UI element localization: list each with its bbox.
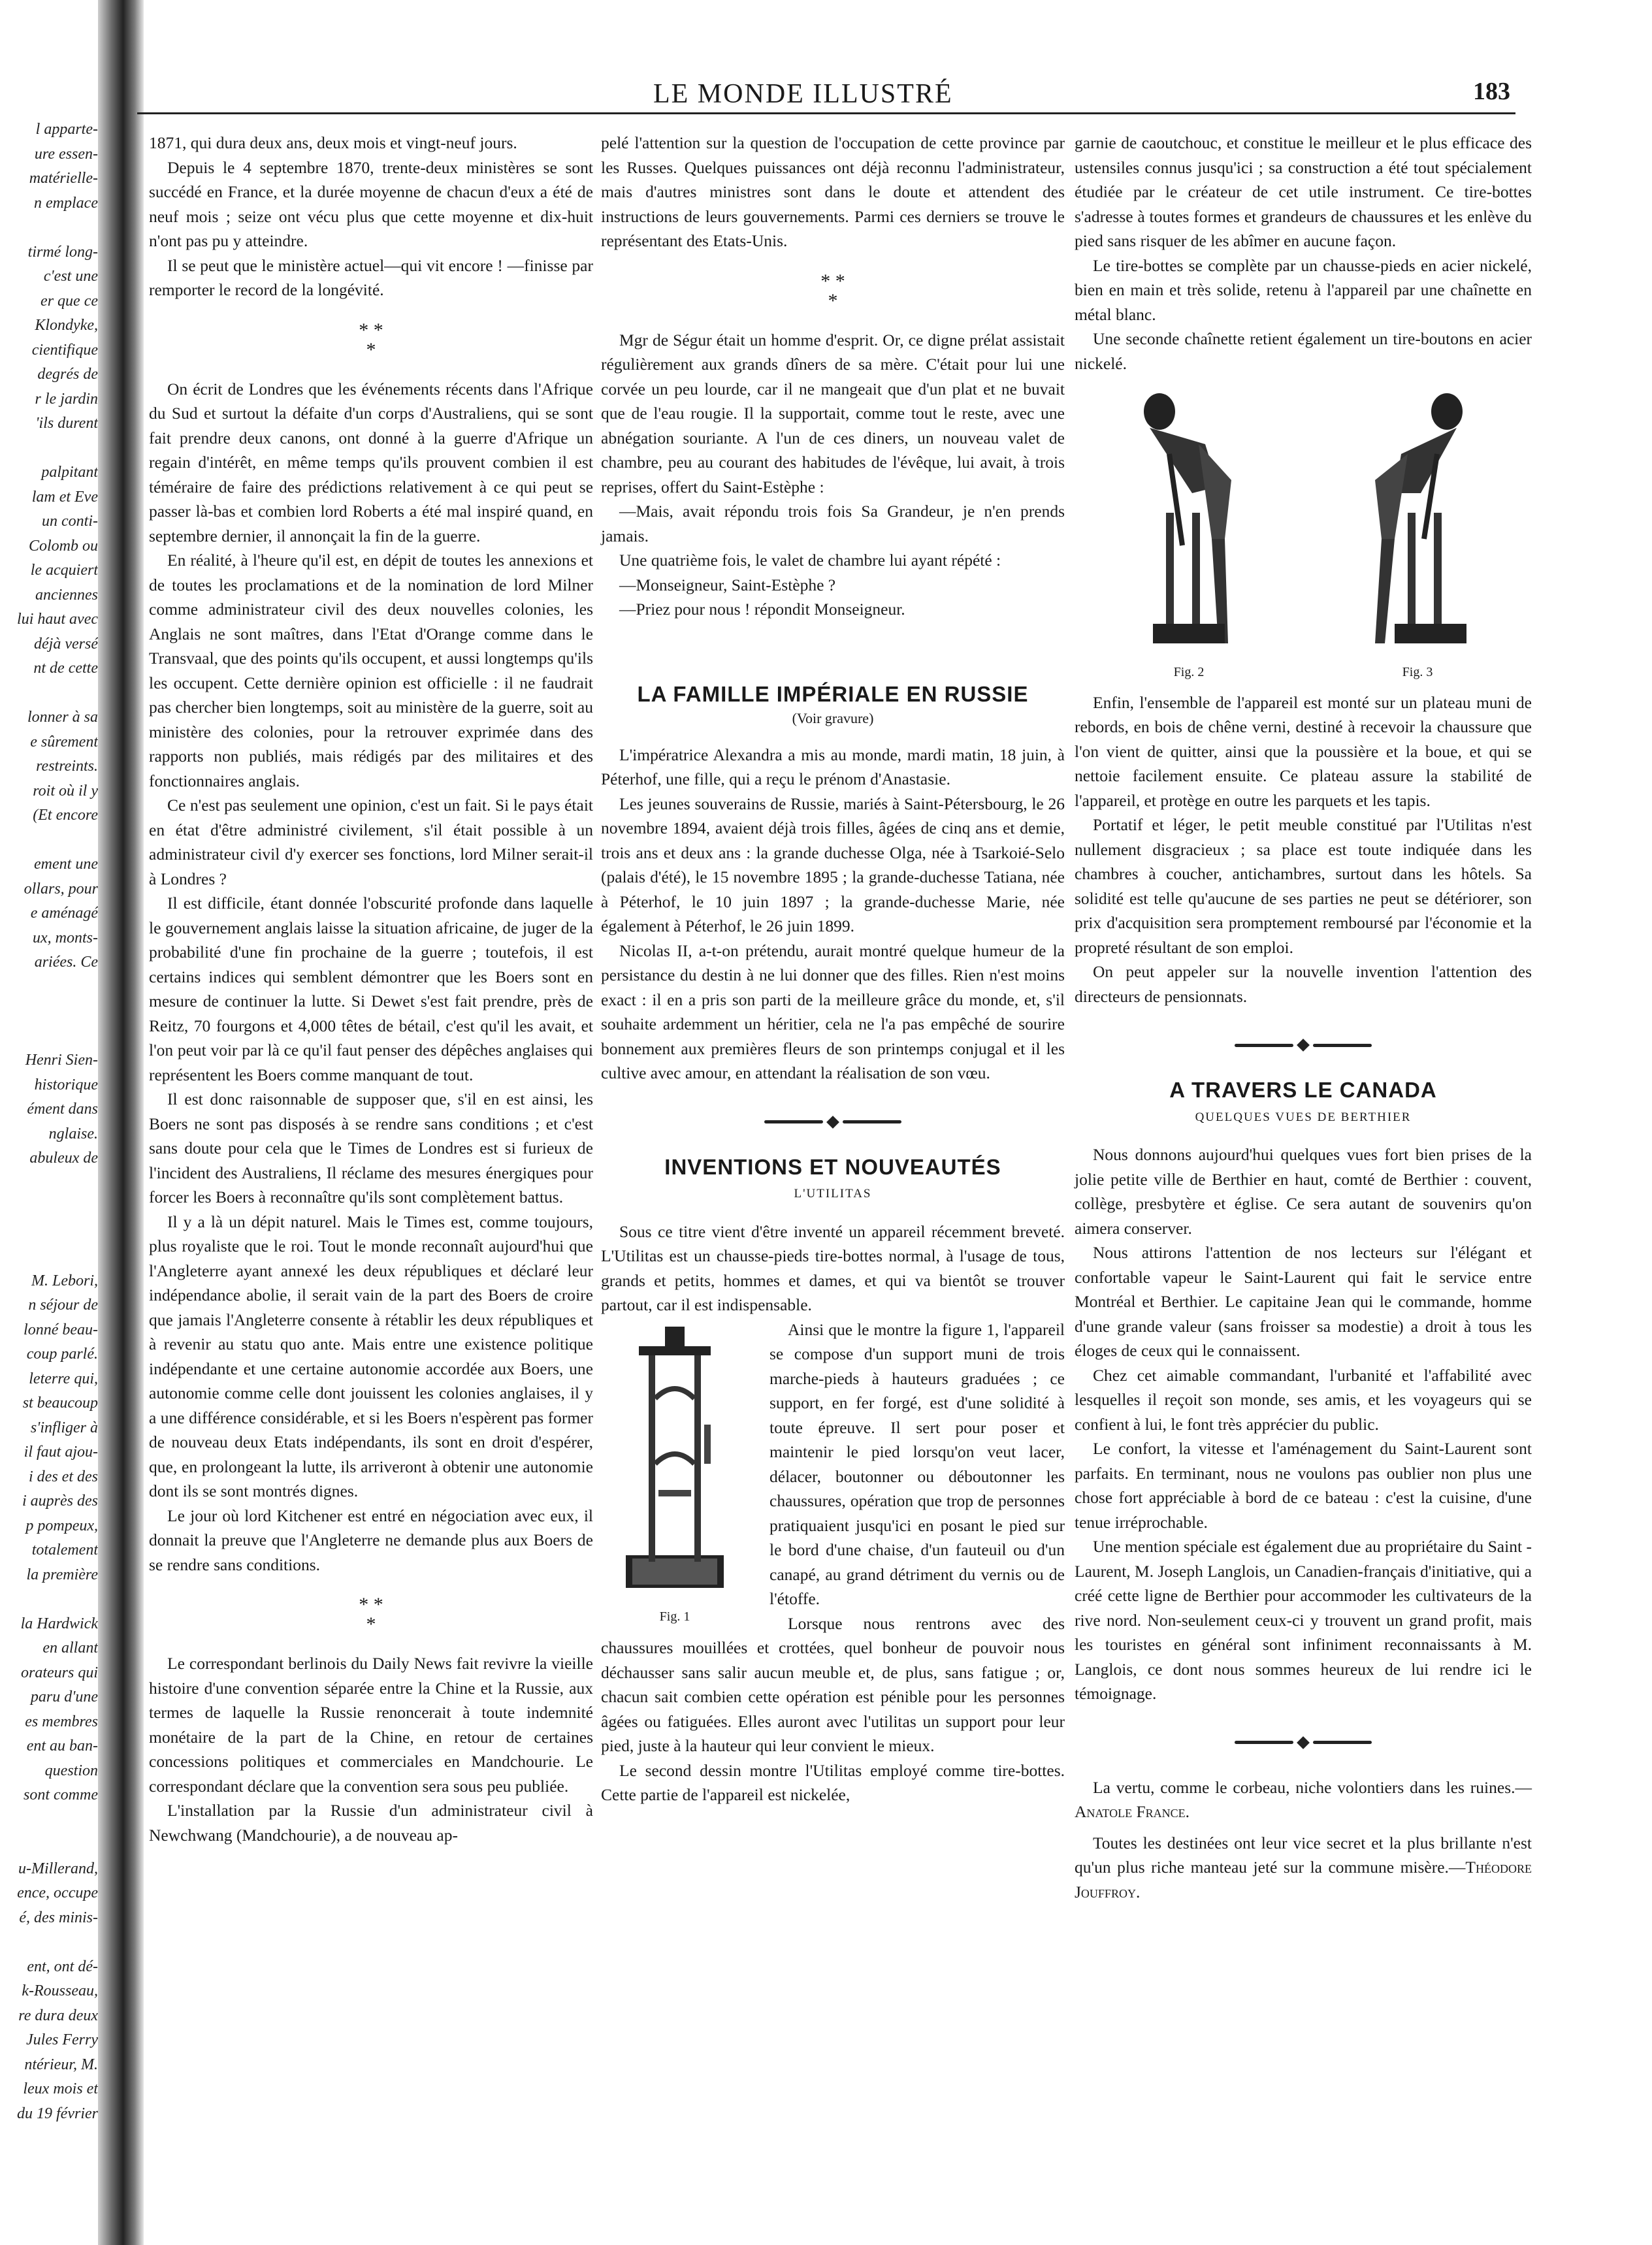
gutter-line: Klondyke, xyxy=(35,317,98,334)
gutter-line: é, des minis- xyxy=(19,1909,98,1926)
asterism-divider: * * * xyxy=(359,1594,383,1635)
gutter-line: ence, occupe xyxy=(17,1884,98,1901)
figure-3 xyxy=(1320,382,1515,685)
figure-caption: Fig. 1 xyxy=(659,1609,690,1624)
gutter-line xyxy=(0,1244,98,1269)
gutter-line: cientifique xyxy=(31,341,98,359)
paragraph: Le correspondant berlinois du Daily News fait revivre la vieille histoire d'une convention séparée entre la Chine et la Russie, aux termes de laquelle la Russie renoncerait à toute indemnité monétaire de la part de la Chine, en retour de certaines concessions politiques et commerciales en Mandchourie. Le correspondant déclare que la convention sera sous peu publiée. xyxy=(149,1654,593,1796)
quote-author: Théodore Jouffroy. xyxy=(1075,1858,1532,1901)
gutter-line: ure essen- xyxy=(34,145,98,163)
paragraph: Sous ce titre vient d'être inventé un appareil récemment breveté. L'Utilitas est un chausse-pieds tire-bottes normal, à l'usage de tous, grands et petits, hommes et dames, et qui va bientôt se trouver partout, car il est indispensable. xyxy=(601,1221,1065,1314)
gutter-line: la première xyxy=(26,1566,98,1583)
column-3 xyxy=(1075,131,1532,1904)
gutter-line: s'infliger à xyxy=(30,1419,98,1436)
section-title: INVENTIONS ET NOUVEAUTÉS xyxy=(664,1154,1001,1179)
paragraph: Les jeunes souverains de Russie, mariés à Saint-Pétersbourg, le 26 novembre 1894, avaient déjà trois filles, âgées de cinq ans et demie, trois ans et deux ans : la grande duchesse Olga, née à Tsarkoié-Selo (palais d'été), le 15 novembre 1895 ; la grande-duchesse Tatiana, née à Péterhof, le 10 juin 1897 ; la grande-duchesse Marie, née également à Péterhof, le 26 juin 1899. xyxy=(601,794,1065,935)
gutter-line: e aménagé xyxy=(30,905,98,922)
section-ornament xyxy=(1075,1032,1532,1058)
gutter-line xyxy=(0,436,98,461)
gutter-line: question xyxy=(44,1762,98,1779)
section-subtitle: QUELQUES VUES DE BERTHIER xyxy=(1195,1110,1412,1124)
paragraph: Le jour où lord Kitchener est entré en négociation avec eux, il donnait la preuve que l'Angleterre ne demande plus aux Boers de se rendre sans conditions. xyxy=(149,1506,593,1574)
gutter-line: u-Millerand, xyxy=(18,1860,98,1877)
figures-2-3 xyxy=(1075,382,1532,685)
facing-page-fragments xyxy=(0,118,98,2126)
paragraph: 1871, qui dura deux ans, deux mois et vingt-neuf jours. xyxy=(149,133,517,152)
gutter-line: paru d'une xyxy=(30,1688,98,1705)
running-head: LE MONDE ILLUSTRÉ xyxy=(653,79,953,109)
gutter-line: restreints. xyxy=(36,758,98,775)
paragraph: L'impératrice Alexandra a mis au monde, mardi matin, 18 juin, à Péterhof, une fille, qui a reçu le prénom d'Anastasie. xyxy=(601,745,1065,788)
gutter-line: sont comme xyxy=(24,1786,98,1803)
gutter-line: historique xyxy=(34,1076,98,1093)
paragraph: Ainsi que le montre la figure 1, l'appareil se compose d'un support muni de trois marche-pieds à hauteurs graduées ; ce support, en fer forgé, est d'une solidité à toute épreuve. Il sert pour poser et maintenir le pied lorsqu'on veut lacer, délacer, boutonner ou déboutonner les chaussures, opération que trop de personnes pratiquaient jusqu'ici en posant le pied sur le bord d'une chaise, d'un fauteuil ou d'un canapé, au grand détriment du vernis ou de l'étoffe. xyxy=(769,1319,1065,1608)
gutter-line: k-Rousseau, xyxy=(22,1982,98,1999)
gutter-line: i auprès des xyxy=(22,1493,98,1510)
binding-shadow xyxy=(98,0,144,2245)
gutter-line: re dura deux xyxy=(18,2007,98,2024)
paragraph: —Priez pour nous ! répondit Monseigneur. xyxy=(619,600,905,619)
gutter-line: leux mois et xyxy=(23,2080,98,2097)
quotation xyxy=(1075,1775,1532,1824)
figure-1 xyxy=(593,1320,756,1630)
gutter-line: lonné beau- xyxy=(24,1321,98,1338)
gutter-line: anciennes xyxy=(35,586,98,604)
gutter-line xyxy=(0,975,98,1000)
gutter-line: totalement xyxy=(31,1542,98,1559)
gutter-line xyxy=(0,1808,98,1833)
gutter-line: du 19 février xyxy=(17,2105,98,2122)
section-subtitle: (Voir gravure) xyxy=(792,710,874,726)
gutter-line xyxy=(0,1930,98,1955)
gutter-line: er que ce xyxy=(40,292,98,310)
gutter-line xyxy=(0,1587,98,1612)
gutter-line: déjà versé xyxy=(34,635,98,653)
paragraph: L'installation par la Russie d'un administrateur civil à Newchwang (Mandchourie), a de nouveau ap- xyxy=(149,1801,593,1845)
paragraph: Chez cet aimable commandant, l'urbanité et l'affabilité avec lesquelles il reçoit son monde, ses amis, et les voyageurs qui se confient à lui, le font très apprécier du public. xyxy=(1075,1365,1532,1434)
gutter-line: coup parlé. xyxy=(26,1346,98,1363)
paragraph: Nous attirons l'attention de nos lecteurs sur l'élégant et confortable vapeur le Saint-Laurent qui fait le service entre Montréal et Berthier. Le capitaine Jean qui le commande, homme d'une grande valeur (sans froisser sa modestie) a droit à tous les éloges de ceux qui le connaissent. xyxy=(1075,1243,1532,1360)
paragraph: Lorsque nous rentrons avec des chaussures mouillées et crottées, quel bonheur de pouvoir nous déchausser sans salir aucun meuble et, de plus, sans fatigue ; or, chacun sait combien cette opération est pénible pour les personnes âgées ou fatiguées. Elles auront avec l'utilitas un support pour leur pied, juste à la hauteur qui leur convient le mieux. xyxy=(601,1613,1065,1755)
section-subtitle: L'UTILITAS xyxy=(794,1187,872,1201)
quote-author: Anatole France. xyxy=(1075,1802,1190,1821)
paragraph: Le second dessin montre l'Utilitas employé comme tire-bottes. Cette partie de l'appareil est nickelée, xyxy=(601,1760,1065,1804)
gutter-line: es membres xyxy=(25,1713,98,1730)
gutter-line xyxy=(0,828,98,853)
gutter-line: roit où il y xyxy=(33,782,98,799)
paragraph: Une quatrième fois, le valet de chambre lui ayant répété : xyxy=(619,551,1001,570)
gutter-line: palpitant xyxy=(41,464,98,481)
paragraph: Ce n'est pas seulement une opinion, c'est un fait. Si le pays était en état d'être administré civilement, s'il était possible à un administrateur civil d'y exercer ses fonctions, lord Milner serait-il à Londres ? xyxy=(149,796,593,888)
asterism-divider: * * * xyxy=(820,270,845,312)
gutter-line: en allant xyxy=(42,1639,98,1656)
gutter-line: p pompeux, xyxy=(25,1517,98,1534)
gutter-line xyxy=(0,1195,98,1220)
gutter-line: nglaise. xyxy=(48,1125,98,1142)
column-1 xyxy=(149,131,593,1847)
gutter-line xyxy=(0,216,98,240)
boot-jack-stand-illustration xyxy=(613,1320,737,1601)
paragraph: Le confort, la vitesse et l'aménagement du Saint-Laurent sont parfaits. En terminant, nous ne voulons pas oublier non plus une chose fort appréciable à bord de ce bateau : c'est la cuisine, d'une tenue irréprochable. xyxy=(1075,1439,1532,1532)
gutter-line: le acquiert xyxy=(30,562,98,579)
gutter-line: un conti- xyxy=(42,513,98,530)
paragraph: Nous donnons aujourd'hui quelques vues fort bien prises de la jolie petite ville de Berthier en haut, comté de Berthier : couvent, collège, presbytère et église. Ce sera autant de souvenirs qu'on aimera conserver. xyxy=(1075,1145,1532,1238)
gutter-line: 'ils durent xyxy=(35,415,98,432)
paragraph: pelé l'attention sur la question de l'occupation de cette province par les Russes. Quelques puissances ont déjà reconnu l'administrateur, mais d'autres ministres sont dans le doute et attendent des instructions de leurs gouvernements. Parmi ces derniers se trouve le représentant des Etats-Unis. xyxy=(601,133,1065,250)
gutter-line: ux, monts- xyxy=(33,929,98,946)
gutter-line xyxy=(0,1220,98,1245)
page-number: 183 xyxy=(1473,78,1510,105)
paragraph: On peut appeler sur la nouvelle invention l'attention des directeurs de pensionnats. xyxy=(1075,962,1532,1006)
paragraph: Il y a là un dépit naturel. Mais le Times est, comme toujours, plus royaliste que le roi. Tout le monde reconnaît aujourd'hui que l'Angleterre ayant annexé les deux républiques et déclaré leur indépendance abolie, il serait vain de la part des Boers de croire que jamais l'Angleterre consente à rétablir les deux républiques et à revenir au statu quo ante. Mais entre une existence politique indépendante et une certaine autonomie accordée aux Boers, une autonomie comme celle dont jouissent les colonies anglaises, il y a une différence considérable, et si les Boers n'espèrent pas former de nouveau deux Etats indépendants, ils sont en droit d'espérer, que, en prolongeant la lutte, ils arriveront à obtenir une autonomie dont ils se sont montrés dignes. xyxy=(149,1212,593,1500)
gutter-line: ent au ban- xyxy=(26,1737,98,1754)
paragraph: Une mention spéciale est également due au propriétaire du Saint - Laurent, M. Joseph Langlois, un Canadien-français d'initiative, qui a créé cette ligne de Berthier pour accommoder les cultivateurs de la rive nord. Non-seulement ceux-ci y trouvent un grand profit, mais les touristes en général sont infiniment reconnaissants à M. Langlois, ce dont nous sommes heureux de lui rendre ici le témoignage. xyxy=(1075,1537,1532,1703)
gutter-line: lam et Eve xyxy=(31,488,98,506)
paragraph: Nicolas II, a-t-on prétendu, aurait montré quelque humeur de la persistance du destin à ne lui donner que des filles. Rien n'est moins exact : il en a pris son parti de la meilleure grâce du monde, et, s'il souhaite ardemment un héritier, cela ne l'a pas empêché de sourire bonnement aux premières fleurs de son printemps conjugal et il les cultive avec amour, en attendant la réalisation de son vœu. xyxy=(601,941,1065,1082)
gutter-line: lui haut avec xyxy=(17,611,98,628)
paragraph: Portatif et léger, le petit meuble constitué par l'Utilitas n'est nullement disgracieux ; sa place est toute indiquée dans les chambres à coucher, antichambres, surtout dans les hôtels. Sa solidité est telle qu'aucune de ses parties ne peut se détériorer, son prix d'acquisition sera promptement remboursé par l'économie et la propreté résultant de son emploi. xyxy=(1075,815,1532,957)
gutter-line: nt de cette xyxy=(33,660,98,677)
gutter-line: matérielle- xyxy=(29,170,98,187)
gutter-line: n emplace xyxy=(34,194,98,212)
gutter-line: n séjour de xyxy=(28,1297,98,1314)
gutter-line: e sûrement xyxy=(30,733,98,751)
section-ornament xyxy=(601,1109,1065,1135)
quote-text: La vertu, comme le corbeau, niche volontiers dans les ruines.— xyxy=(1093,1777,1532,1797)
gutter-line: r le jardin xyxy=(35,390,98,408)
gutter-line: il faut ajou- xyxy=(24,1444,98,1461)
gutter-line: st beaucoup xyxy=(22,1395,98,1412)
paragraph: —Mais, avait répondu trois fois Sa Grandeur, je n'en prends jamais. xyxy=(601,502,1065,545)
gutter-line xyxy=(0,999,98,1024)
gutter-line: degrés de xyxy=(37,366,98,383)
paragraph: Il est difficile, étant donnée l'obscurité profonde dans laquelle le gouvernement anglais laisse la situation africaine, de juger de la probabilité d'une fin prochaine de la guerre ; toutefois, il est certains indices qui semblent démontrer que les Boers sont en mesure de continuer la lutte. Si Dewet s'est fait prendre, près de Reitz, 70 fourgons et 4,000 têtes de bétail, c'est qu'il les avait, et l'on peut voir par là ce qu'il faut penser des dépêches anglaises qui représentent les Boers comme manquant de tout. xyxy=(149,894,593,1084)
gutter-line: ément dans xyxy=(27,1101,98,1118)
gutter-line: la Hardwick xyxy=(20,1615,98,1632)
paragraph: Il se peut que le ministère actuel—qui vit encore ! —finisse par remporter le record de la longévité. xyxy=(149,255,593,299)
gutter-line xyxy=(0,681,98,706)
figure-2 xyxy=(1091,382,1287,685)
gutter-line: leterre qui, xyxy=(29,1370,98,1387)
gutter-line: Colomb ou xyxy=(28,537,98,555)
man-pulling-boot-illustration xyxy=(1349,382,1486,656)
header-rule xyxy=(137,112,1515,114)
paragraph: —Monseigneur, Saint-Estèphe ? xyxy=(619,575,836,594)
figure-caption: Fig. 2 xyxy=(1173,665,1205,679)
quote-text: Toutes les destinées ont leur vice secret et la plus brillante n'est qu'un plus riche manteau jeté sur la commune misère.— xyxy=(1075,1833,1532,1877)
paragraph: On écrit de Londres que les événements récents dans l'Afrique du Sud et surtout la défaite d'un corps d'Australiens, qui se sont fait prendre deux canons, ont donné à la guerre d'Afrique un regain d'intérêt, en même temps qu'ils prouvent combien il est téméraire de faire des prédictions relativement à ce qui peut se passer là-bas et combien lord Roberts a été mal inspiré quand, en septembre dernier, il annonçait la fin de la guerre. xyxy=(149,379,593,545)
section-title: LA FAMILLE IMPÉRIALE EN RUSSIE xyxy=(637,681,1029,706)
gutter-line: l apparte- xyxy=(35,121,98,138)
paragraph: Mgr de Ségur était un homme d'esprit. Or, ce digne prélat assistait régulièrement aux grands dîners de sa mère. C'était pour lui une corvée un peu lourde, car il ne mangeait que d'un plat et ne buvait que de l'eau rougie. Il la supportait, comme tout le reste, avec une abnégation souriante. A l'un de ces diners, un nouveau valet de chambre, peu au courant des habitudes de l'évêque, lui avait, à trois reprises, offert du Saint-Estèphe : xyxy=(601,330,1065,496)
man-using-boot-jack-illustration xyxy=(1120,382,1257,656)
gutter-line: c'est une xyxy=(43,268,98,285)
paragraph: Enfin, l'ensemble de l'appareil est monté sur un plateau muni de rebords, en bois de chêne verni, destiné à recevoir la chaussure que l'on vient de quitter, ainsi que la poussière et la boue, et qui se nettoie facilement ensuite. Ce plateau assure la stabilité de l'appareil, et protège en outre les parquets et les tapis. xyxy=(1075,692,1532,810)
quotation xyxy=(1075,1831,1532,1905)
gutter-line: orateurs qui xyxy=(20,1664,98,1681)
gutter-line: Jules Ferry xyxy=(26,2031,98,2048)
gutter-line: lonner à sa xyxy=(27,709,98,726)
paragraph: Le tire-bottes se complète par un chausse-pieds en acier nickelé, bien en main et très solide, retenu à l'appareil par une chaînette en métal blanc. xyxy=(1075,255,1532,324)
gutter-line xyxy=(0,1024,98,1049)
gutter-line: tirmé long- xyxy=(27,243,98,261)
asterism-divider: * * * xyxy=(359,319,383,361)
paragraph: Une seconde chaînette retient également un tire-boutons en acier nickelé. xyxy=(1075,329,1532,373)
paragraph: En réalité, à l'heure qu'il est, en dépit de toutes les annexions et de toutes les proclamations et de la nomination de lord Milner comme administrateur civil des deux nouvelles colonies, les Anglais ne sont maîtres, dans l'Etat d'Orange comme dans le Transvaal, que des points qu'ils occupent, et aussi longtemps qu'ils les occupent. Cette dernière opinion est officielle : il ne faudrait pas chercher bien longtemps, soit au ministère de la guerre, soit au ministère des colonies, pour la retrouver exprimée dans des rapports non publiés, mais rédigés par des militaires et des fonctionnaires anglais. xyxy=(149,551,593,790)
gutter-line xyxy=(0,1832,98,1857)
gutter-line: i des et des xyxy=(29,1468,98,1485)
section-title: A TRAVERS LE CANADA xyxy=(1169,1078,1437,1102)
figure-caption: Fig. 3 xyxy=(1402,665,1433,679)
gutter-line: ariées. Ce xyxy=(34,954,98,971)
column-2 xyxy=(601,131,1065,1807)
gutter-line: ement une xyxy=(34,856,98,873)
gutter-line: abuleux de xyxy=(29,1150,98,1167)
gutter-line: (Et encore xyxy=(33,807,98,824)
gutter-line xyxy=(0,1171,98,1196)
section-ornament xyxy=(1075,1730,1532,1756)
paragraph: garnie de caoutchouc, et constitue le meilleur et le plus efficace des ustensiles connus jusqu'ici ; sa construction a été tout spécialement étudiée par le créateur de cet utile instrument. Ce tire-bottes s'adresse à toutes formes et grandeurs de chaussures et les enlève du pied sans risquer de les abîmer en aucune façon. xyxy=(1075,133,1532,250)
paragraph: Il est donc raisonnable de supposer que, s'il en est ainsi, les Boers ne sont pas disposés à se rendre sans conditions ; et c'est sans doute pour cela que le Times de Londres est si furieux de l'incident des Australiens, Il réclame des mesures énergiques pour forcer les Boers à reconnaître qu'ils sont complètement battus. xyxy=(149,1090,593,1206)
gutter-line: ollars, pour xyxy=(24,880,98,897)
gutter-line: ent, ont dé- xyxy=(27,1958,98,1975)
gutter-line: Henri Sien- xyxy=(25,1052,98,1069)
gutter-line: M. Lebori, xyxy=(31,1272,98,1289)
paragraph: Depuis le 4 septembre 1870, trente-deux ministères se sont succédé en France, et la durée moyenne de chacun d'eux a été de neuf mois ; seize ont vécu plus que cette moyenne et dix-huit n'ont pas pu y atteindre. xyxy=(149,157,593,250)
gutter-line: ntérieur, M. xyxy=(24,2056,98,2073)
